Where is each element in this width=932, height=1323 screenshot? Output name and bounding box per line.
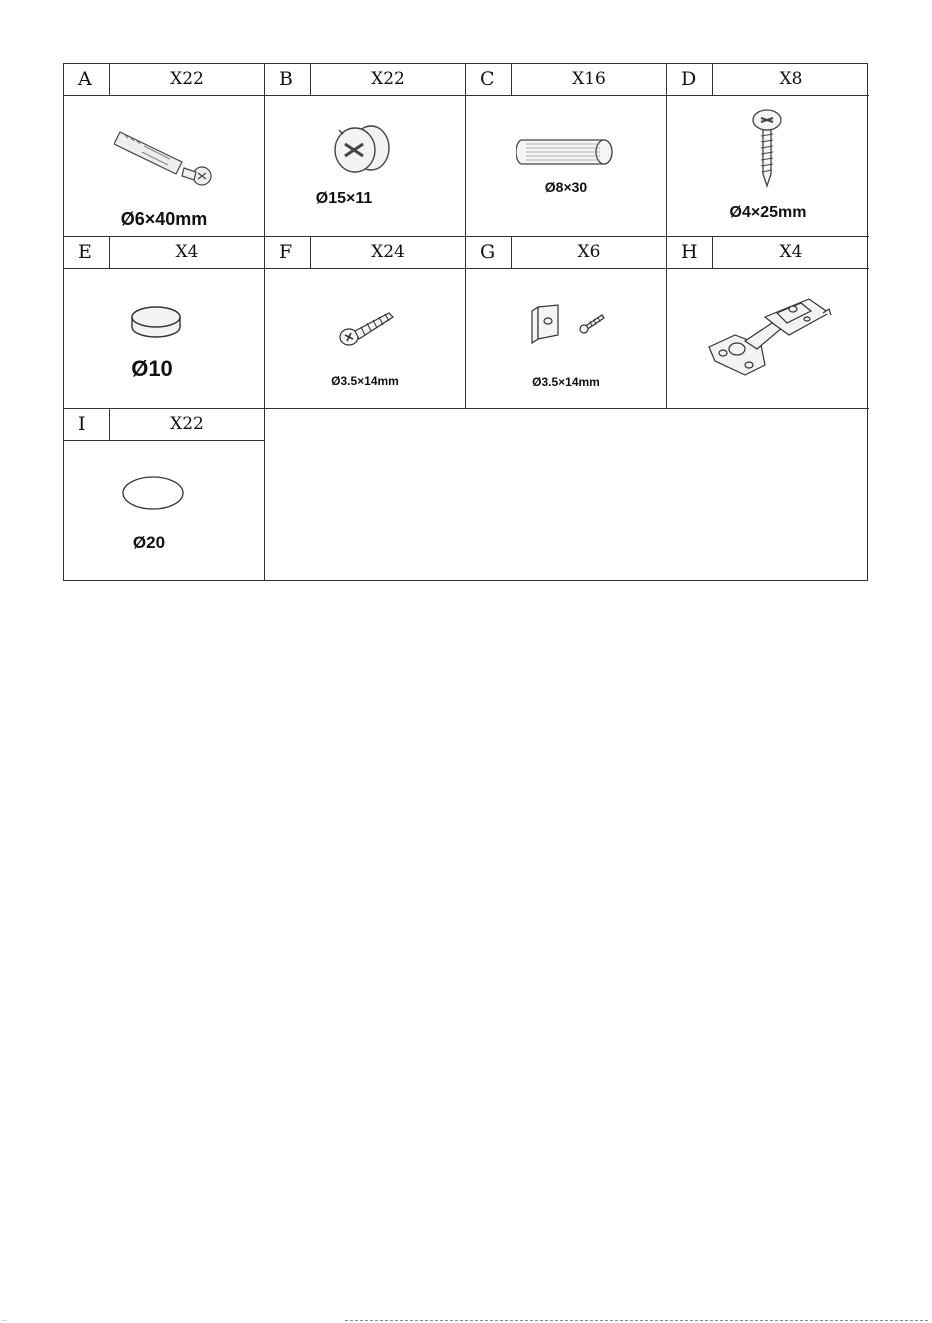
part-cell-a xyxy=(64,64,265,237)
part-quantity: X4 xyxy=(779,242,803,262)
part-header xyxy=(64,237,264,269)
part-letter: I xyxy=(64,409,110,440)
wood-dowel-icon xyxy=(516,136,616,168)
part-letter: F xyxy=(265,237,311,268)
part-cell-g xyxy=(466,237,667,409)
part-header xyxy=(265,64,465,96)
countersunk-screw-icon xyxy=(337,305,401,349)
part-header xyxy=(466,64,666,96)
footer-text: ... xyxy=(2,1317,8,1323)
part-header xyxy=(265,237,465,269)
part-letter: G xyxy=(466,237,512,268)
part-letter: C xyxy=(466,64,512,95)
part-letter: D xyxy=(667,64,713,95)
cam-dowel-icon xyxy=(114,124,214,194)
part-letter: H xyxy=(667,237,713,268)
part-dimension: Ø3.5×14mm xyxy=(331,374,399,388)
part-quantity: X4 xyxy=(175,242,199,262)
part-quantity: X24 xyxy=(371,242,405,262)
part-letter: E xyxy=(64,237,110,268)
part-header xyxy=(64,409,264,441)
part-dimension: Ø10 xyxy=(131,356,173,381)
part-quantity: X16 xyxy=(572,69,606,89)
bumper-pad-icon xyxy=(126,303,186,343)
round-head-screw-icon xyxy=(747,108,787,190)
hinge-icon xyxy=(705,291,835,381)
empty-area xyxy=(265,409,869,580)
part-quantity: X22 xyxy=(371,69,405,89)
part-cell-i xyxy=(64,409,265,580)
part-cell-f xyxy=(265,237,466,409)
bracket-and-screw-icon xyxy=(528,303,612,347)
page-footer xyxy=(0,1319,932,1323)
part-letter: B xyxy=(265,64,311,95)
parts-table xyxy=(63,63,868,581)
part-header xyxy=(64,64,264,96)
part-dimension: Ø20 xyxy=(132,533,166,552)
part-quantity: X22 xyxy=(170,69,204,89)
part-quantity: X22 xyxy=(170,414,204,434)
part-cell-e xyxy=(64,237,265,409)
part-cell-d xyxy=(667,64,869,237)
footer-dashed-line xyxy=(345,1320,928,1321)
part-letter: A xyxy=(64,64,110,95)
part-header xyxy=(466,237,666,269)
part-header xyxy=(667,64,869,96)
part-cell-c xyxy=(466,64,667,237)
part-quantity: X8 xyxy=(779,69,803,89)
part-dimension: Ø6×40mm xyxy=(120,209,208,229)
part-dimension: Ø15×11 xyxy=(315,190,373,207)
part-quantity: X6 xyxy=(577,242,601,262)
part-cell-b xyxy=(265,64,466,237)
part-dimension: Ø4×25mm xyxy=(729,204,807,221)
part-header xyxy=(667,237,869,269)
cover-cap-icon xyxy=(120,473,186,513)
part-dimension: Ø3.5×14mm xyxy=(532,375,600,389)
cam-lock-icon xyxy=(333,122,393,178)
part-cell-h xyxy=(667,237,869,409)
part-dimension: Ø8×30 xyxy=(544,179,588,195)
